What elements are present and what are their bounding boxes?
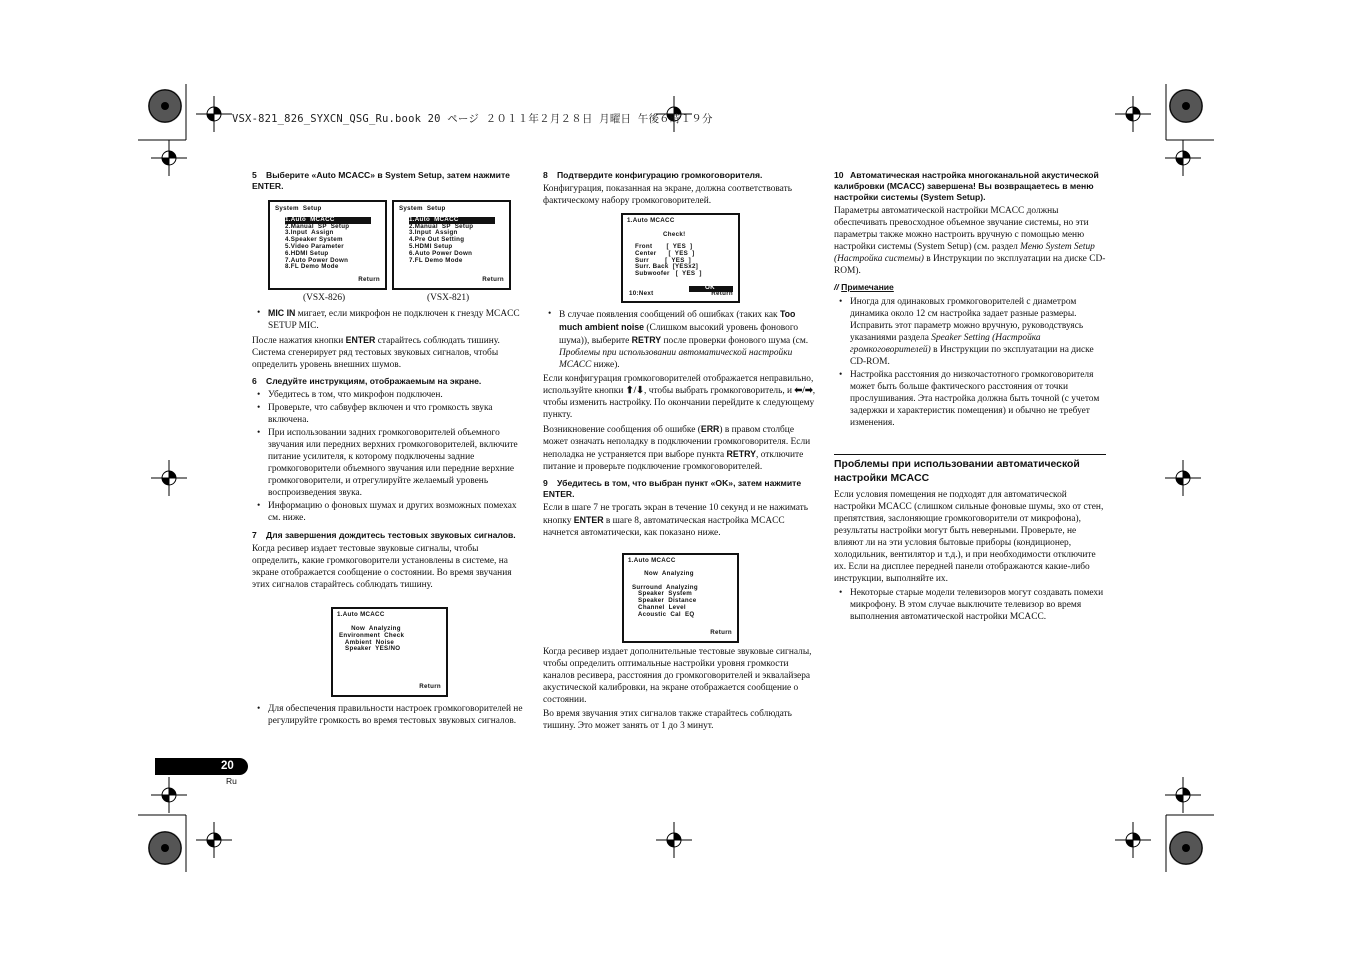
screen-system-setup-vsx821: System Setup 1.Auto MCACC 2.Manual SP Setup 3.Input Assign 4.Pre Out Setting 5.HDMI Setup 6.Auto Power Down 7.FL Demo Mode Return bbox=[392, 200, 511, 290]
note-list bbox=[834, 296, 1107, 429]
step-5-heading: 5 Выберите «Auto MCACC» в System Setup, затем нажмите ENTER. bbox=[252, 170, 510, 191]
list-item: • При использовании задних громкоговорителей объемного звучания или передних верхних громкоговорителей, включите питание усилителя, к которому подключены задние громкоговорители объемного звучания или передние верхние громкоговорители, и отрегулируйте желаемый уровень воспроизведения звука. bbox=[252, 427, 526, 499]
bullet-error-messages: • В случае появления сообщений об ошибках (таких как Too much ambient noise (Слишком высокий уровень фонового шума)), выберите RETRY после проверки фонового шума (см. Проблемы при использовании автоматической настройки MCACC ниже). bbox=[543, 308, 816, 371]
step-8-text: Конфигурация, показанная на экране, должна соответствовать фактическому набору громкоговорителей. bbox=[543, 184, 792, 206]
left-right-arrows-icon: ⬅/➡ bbox=[794, 386, 813, 396]
column-3 bbox=[834, 170, 1107, 431]
list-item: • Некоторые старые модели телевизоров могут создавать помехи микрофону. В этом случае выключите телевизор во время выполнения автоматической настройки MCACC. bbox=[834, 587, 1107, 623]
note-pen-icon: // bbox=[834, 282, 839, 292]
column-2-body bbox=[543, 308, 816, 541]
step-9-heading: 9 Убедитесь в том, что выбран пункт «OK», затем нажмите ENTER. bbox=[543, 478, 802, 499]
paragraph-err: Возникновение сообщения об ошибке (ERR) в правом столбце может означать неполадку в подключении громкоговорителя. Если неполадка не устраняется при выборе пункта RETRY, отключите питание и проверьте подключение громкоговорителей. bbox=[543, 424, 811, 472]
step-10-heading: 10 Автоматическая настройка многоканальной акустической калибровки (MCACC) завершена! Вы возвращаетесь в меню настройки системы (System Setup). bbox=[834, 170, 1099, 202]
selected-menu-item: 1.Auto MCACC bbox=[285, 217, 371, 224]
column-1 bbox=[252, 170, 524, 194]
registration-star-icon bbox=[148, 89, 182, 123]
section-text: Если условия помещения не подходят для автоматической настройки MCACC (слишком сильные фоновые шумы, эхо от стен, препятствия, заслоняющие громкоговорители от микрофона), результаты настройки могут быть неверными. Проверьте, не влияют ли на эти условия бытовые приборы (кондиционер, холодильник, вентилятор и т.д.), и при необходимости отключите их. Если на дисплее передней панели отображаются какие-либо инструкции, выполняйте их. bbox=[834, 490, 1104, 584]
page-language: Ru bbox=[226, 776, 237, 786]
section-title: Проблемы при использовании автоматической настройки MCACC bbox=[834, 459, 1080, 484]
caption-vsx821: (VSX-821) bbox=[427, 293, 470, 303]
bullet-mic-in: • MIC IN мигает, если микрофон не подключен к гнезду MCACC SETUP MIC. bbox=[252, 307, 526, 332]
screen-system-setup-vsx826: System Setup 1.Auto MCACC 2.Manual SP Setup 3.Input Assign 4.Speaker System 5.Video Parameter 6.HDMI Setup 7.Auto Power Down 8.FL Demo Mode Return bbox=[268, 200, 387, 290]
section-divider bbox=[834, 454, 1106, 455]
column-2-final bbox=[543, 646, 816, 734]
bullet-volume: • Для обеспечения правильности настроек громкоговорителей не регулируйте громкость во время тестовых звуковых сигналов. bbox=[252, 703, 526, 727]
selected-menu-item: 1.Auto MCACC bbox=[409, 217, 495, 224]
page-number-tab bbox=[155, 758, 248, 775]
paragraph-after-enter: После нажатия кнопки ENTER старайтесь соблюдать тишину. Система сгенерирует ряд тестовых звуковых сигналов, чтобы определить уровень внешних шумов. bbox=[252, 335, 500, 370]
step-6-heading: 6 Следуйте инструкциям, отображаемым на экране. bbox=[252, 376, 482, 386]
step-8-heading: 8 Подтвердите конфигурацию громкоговорителя. bbox=[543, 170, 763, 180]
paragraph-config: Если конфигурация громкоговорителей отображается неправильно, используйте кнопки ⬆/⬇, чтобы выбрать громкоговоритель, и ⬅/➡, чтобы изменить настройку. По окончании перейдите к следующему пункту. bbox=[543, 374, 816, 420]
registration-star-icon bbox=[1169, 831, 1203, 865]
paragraph-time: Во время звучания этих сигналов также старайтесь соблюдать тишину. Это может занять от 1 до 3 минут. bbox=[543, 709, 792, 731]
list-item: • Информацию о фоновых шумах и других возможных помехах см. ниже. bbox=[252, 500, 526, 524]
column-3-section bbox=[834, 458, 1107, 625]
note-heading: // Примечание bbox=[834, 282, 894, 292]
step-7-text: Когда ресивер издает тестовые звуковые сигналы, чтобы определить, какие громкоговорители установлены в системе, на экране отображается сообщение о состоянии. Во время звучания этих сигналов старайтесь соблюдать тишину. bbox=[252, 544, 512, 590]
registration-star-icon bbox=[1169, 89, 1203, 123]
ok-option: OK bbox=[705, 284, 715, 291]
screen-now-analyzing-surround: 1.Auto MCACC Now Analyzing Surround Analyzing Speaker System Speaker Distance Channel Level Acoustic Cal EQ Return bbox=[622, 553, 739, 643]
screen-now-analyzing-environment: 1.Auto MCACC Now Analyzing Environment Check Ambient Noise Speaker YES/NO Return bbox=[331, 607, 448, 697]
column-2 bbox=[543, 170, 815, 209]
step-9-text: Если в шаге 7 не трогать экран в течение 10 секунд и не нажимать кнопку ENTER в шаге 8, автоматическая настройка MCACC начнется автоматически, как показано ниже. bbox=[543, 503, 809, 538]
registration-star-icon bbox=[148, 831, 182, 865]
step-10-text: Параметры автоматической настройки MCACC должны обеспечивать превосходное объемное звучание системы, но эти параметры также можно настроить вручную с помощью меню настройки системы (System Setup) (см. раздел Меню System Setup (Настройка системы) в Инструкции по эксплуатации на диске CD-ROM). bbox=[834, 206, 1106, 276]
list-item: • Убедитесь в том, что микрофон подключен. bbox=[252, 389, 526, 401]
caption-vsx826: (VSX-826) bbox=[303, 293, 346, 303]
book-header: VSX-821_826_SYXCN_QSG_Ru.book 20 ページ ２０１１年２月２８日 月曜日 午後６時１９分 bbox=[232, 113, 713, 125]
list-item: • Иногда для одинаковых громкоговорителей с диаметром динамика около 12 см настройка задает разные размеры. Исправить этот параметр можно вручную, руководствуясь указаниями раздела Speaker Setting (Настройка громкоговорителей) в Инструкции по эксплуатации на диске CD-ROM. bbox=[834, 296, 1107, 368]
column-1-final bbox=[252, 703, 526, 729]
screen-speaker-check: 1.Auto MCACC Check! Front [ YES ] Center [ YES ] Surr [ YES ] Surr. Back [YESx2] Subwoofer [ YES ] OK 10:Next Return bbox=[621, 213, 740, 303]
page-number: 20 bbox=[221, 760, 234, 772]
paragraph-extra-signals: Когда ресивер издает дополнительные тестовые звуковые сигналы, чтобы определить оптимальные настройки уровня громкости каналов ресивера, расстояния до громкоговорителей и эквалайзера акустической калибровки, на экране отображается сообщение о состоянии. bbox=[543, 647, 812, 705]
step-7-heading: 7 Для завершения дождитесь тестовых звуковых сигналов. bbox=[252, 530, 516, 540]
up-down-arrows-icon: ⬆/⬇ bbox=[625, 386, 645, 396]
step-6-list bbox=[252, 389, 526, 524]
list-item: • Настройка расстояния до низкочастотного громкоговорителя может быть больше фактического расстояния от точки прослушивания. Эта настройка должна быть точной (с учетом задержки и характеристик помещения) и обычно не требует изменения. bbox=[834, 369, 1107, 429]
column-1-body bbox=[252, 307, 526, 593]
list-item: • Проверьте, что сабвуфер включен и что громкость звука включена. bbox=[252, 402, 526, 426]
